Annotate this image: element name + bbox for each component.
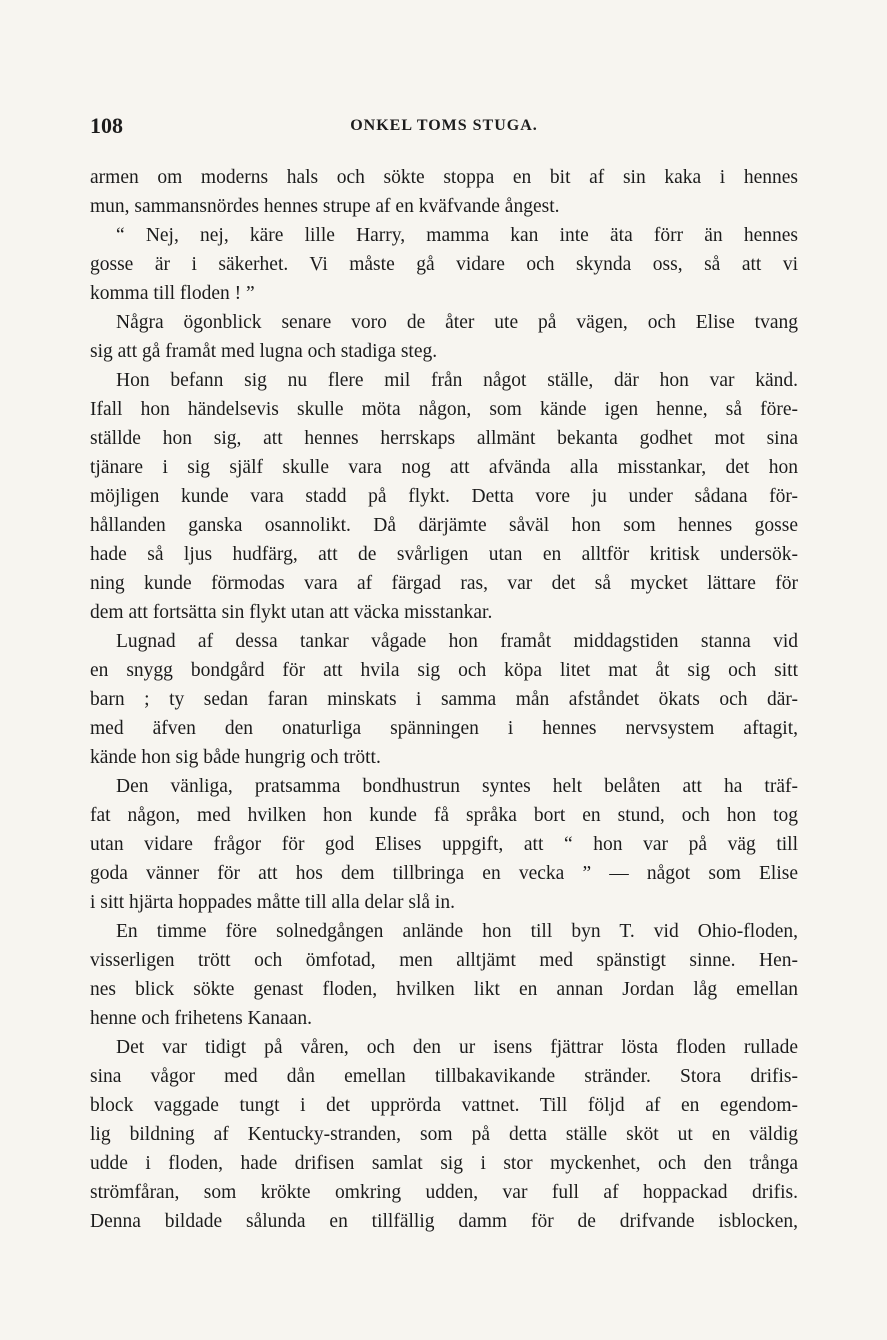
- text-line: barn ; ty sedan faran minskats i samma mån afståndet ökats och där-: [90, 689, 798, 710]
- text-line: hade så ljus hudfärg, att de svårligen utan en alltför kritisk undersök-: [90, 544, 798, 565]
- text-line: lig bildning af Kentucky-stranden, som på detta ställe sköt ut en väldig: [90, 1124, 798, 1145]
- text-line: goda vänner för att hos dem tillbringa en vecka ” — något som Elise: [90, 863, 798, 884]
- text-line: sig att gå framåt med lugna och stadiga steg.: [90, 341, 438, 362]
- text-line: tjänare i sig själf skulle vara nog att afvända alla misstankar, det hon: [90, 457, 798, 478]
- text-line: Hon befann sig nu flere mil från något ställe, där hon var känd.: [116, 370, 798, 391]
- text-line: En timme före solnedgången anlände hon till byn T. vid Ohio-floden,: [116, 921, 798, 942]
- text-line: ställde hon sig, att hennes herrskaps allmänt bekanta godhet mot sina: [90, 428, 798, 449]
- text-line: Det var tidigt på våren, och den ur isens fjättrar lösta floden rullade: [116, 1037, 798, 1058]
- text-line: fat någon, med hvilken hon kunde få språka bort en stund, och hon tog: [90, 805, 798, 826]
- text-line: visserligen trött och ömfotad, men alltjämt med spänstigt sinne. Hen-: [90, 950, 798, 971]
- text-line: nes blick sökte genast floden, hvilken likt en annan Jordan låg emellan: [90, 979, 798, 1000]
- text-line: sina vågor med dån emellan tillbakavikande stränder. Stora drifis-: [90, 1066, 798, 1087]
- text-line: block vaggade tungt i det upprörda vattnet. Till följd af en egendom-: [90, 1095, 798, 1116]
- text-line: komma till floden ! ”: [90, 283, 255, 304]
- text-line: Den vänliga, pratsamma bondhustrun syntes helt belåten att ha träf-: [116, 776, 798, 797]
- text-line: Ifall hon händelsevis skulle möta någon, som kände igen henne, så före-: [90, 399, 798, 420]
- text-line: Lugnad af dessa tankar vågade hon framåt middagstiden stanna vid: [116, 631, 798, 652]
- text-line: armen om moderns hals och sökte stoppa en bit af sin kaka i hennes: [90, 167, 798, 188]
- page-number: 108: [90, 113, 123, 138]
- text-line: hållanden ganska osannolikt. Då därjämte såväl hon som hennes gosse: [90, 515, 798, 536]
- text-line: henne och frihetens Kanaan.: [90, 1008, 312, 1029]
- running-head: ONKEL TOMS STUGA.: [350, 117, 538, 134]
- text-line: en snygg bondgård för att hvila sig och köpa litet mat åt sig och sitt: [90, 660, 798, 681]
- text-line: mun, sammansnördes hennes strupe af en kväfvande ångest.: [90, 196, 560, 217]
- text-line: Några ögonblick senare voro de åter ute på vägen, och Elise tvang: [116, 312, 798, 333]
- text-line: ning kunde förmodas vara af färgad ras, var det så mycket lättare för: [90, 573, 798, 594]
- text-line: kände hon sig både hungrig och trött.: [90, 747, 381, 768]
- text-line: utan vidare frågor för god Elises uppgift, att “ hon var på väg till: [90, 834, 798, 855]
- text-line: udde i floden, hade drifisen samlat sig i stor myckenhet, och den trånga: [90, 1153, 798, 1174]
- text-line: med äfven den onaturliga spänningen i hennes nervsystem aftagit,: [90, 718, 798, 739]
- body-text: [90, 163, 798, 1236]
- text-line: dem att fortsätta sin flykt utan att väcka misstankar.: [90, 602, 493, 623]
- text-line: “ Nej, nej, käre lille Harry, mamma kan inte äta förr än hennes: [116, 225, 798, 246]
- text-line: möjligen kunde vara stadd på flykt. Detta vore ju under sådana för-: [90, 486, 798, 507]
- page-header: [90, 108, 798, 144]
- text-line: strömfåran, som krökte omkring udden, var full af hoppackad drifis.: [90, 1182, 798, 1203]
- text-line: gosse är i säkerhet. Vi måste gå vidare och skynda oss, så att vi: [90, 254, 798, 275]
- text-line: i sitt hjärta hoppades måtte till alla delar slå in.: [90, 892, 455, 913]
- text-line: Denna bildade sålunda en tillfällig damm för de drifvande isblocken,: [90, 1211, 798, 1232]
